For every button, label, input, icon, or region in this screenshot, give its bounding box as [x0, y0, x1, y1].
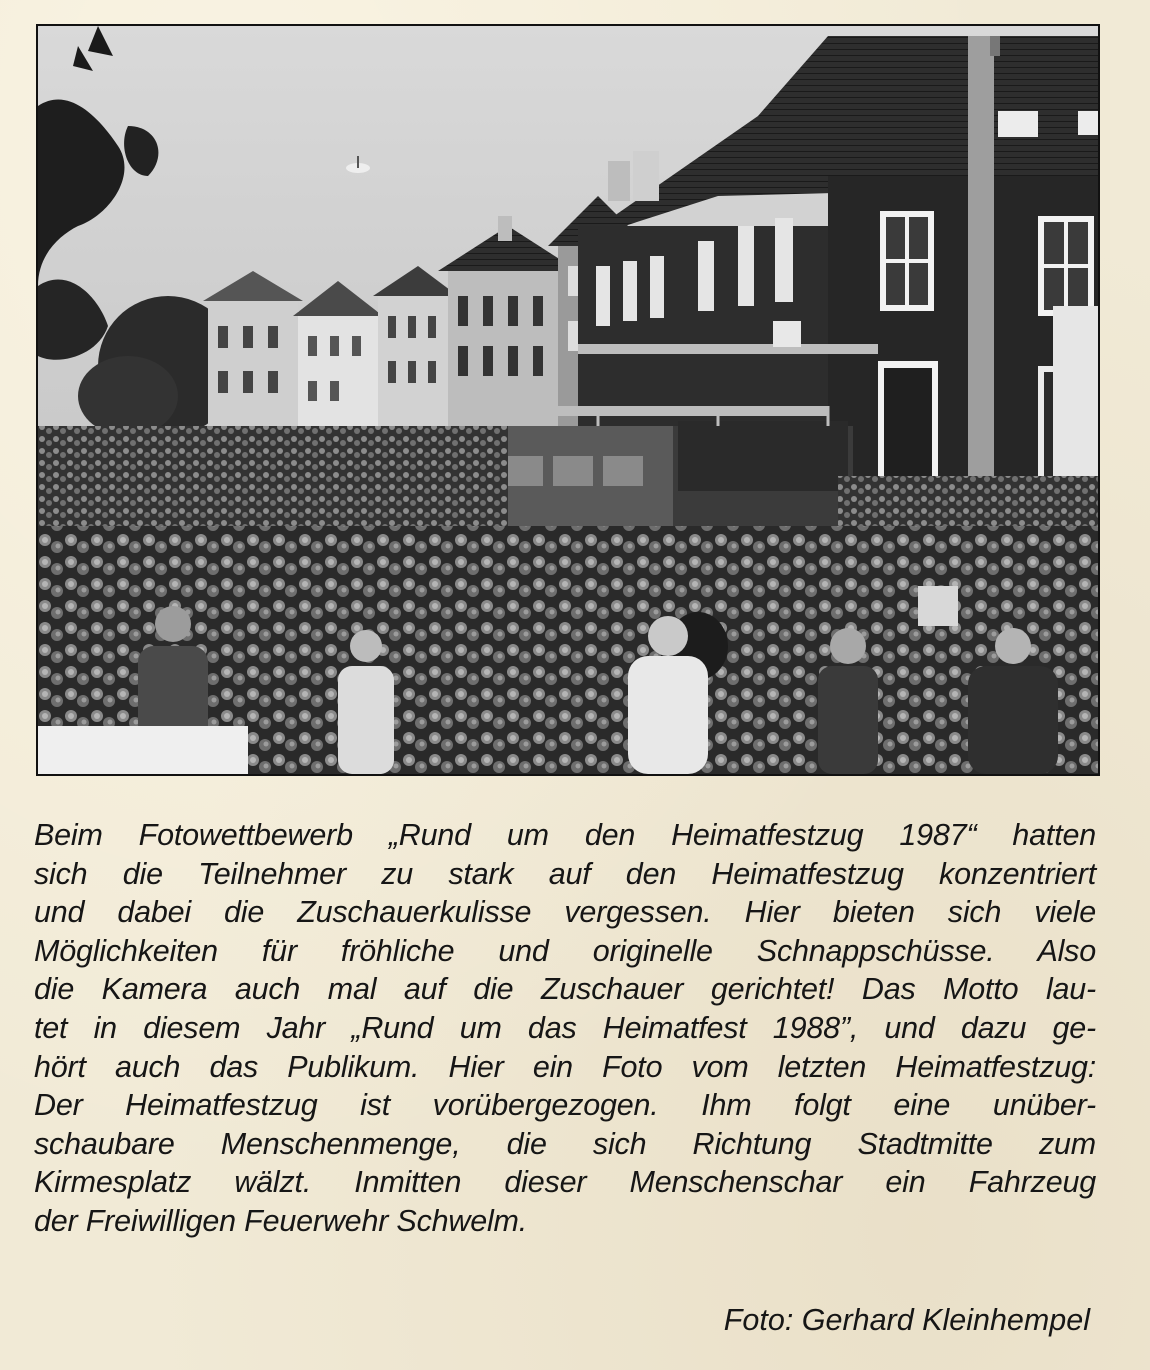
caption-line: hört auch das Publikum. Hier ein Foto vom letzten Heimatfestzug:	[34, 1049, 1096, 1084]
caption-line: und dabei die Zuschauerkulisse vergessen. Hier bieten sich viele	[34, 895, 1096, 930]
caption-line: tet in diesem Jahr „Rund um das Heimatfest 1988”, und dazu ge-	[34, 1010, 1096, 1045]
caption-line: Beim Fotowettbewerb „Rund um den Heimatfestzug 1987“ hatten	[34, 818, 1096, 852]
utility-pole	[968, 36, 994, 496]
caption-line: Der Heimatfestzug ist vorübergezogen. Ihm folgt eine unüber-	[34, 1088, 1096, 1123]
caption-line: Kirmesplatz wälzt. Inmitten dieser Menschenschar ein Fahrzeug	[34, 1165, 1096, 1200]
caption-line: schaubare Menschenmenge, die sich Richtung Stadtmitte zum	[34, 1126, 1096, 1161]
caption-line: Möglichkeiten für fröhliche und originelle Schnappschüsse. Also	[34, 933, 1096, 968]
photo-caption	[34, 816, 1096, 1241]
caption-line: sich die Teilnehmer zu stark auf den Heimatfestzug konzentriert	[34, 856, 1096, 891]
far-buildings	[203, 266, 458, 451]
caption-line: der Freiwilligen Feuerwehr Schwelm.	[34, 1203, 528, 1238]
photo-credit: Foto: Gerhard Kleinhempel	[723, 1303, 1090, 1337]
crowd-far	[38, 426, 508, 536]
caption-line: die Kamera auch mal auf die Zuschauer gerichtet! Das Motto lau-	[34, 972, 1096, 1007]
street-crowd-photo	[36, 24, 1100, 776]
